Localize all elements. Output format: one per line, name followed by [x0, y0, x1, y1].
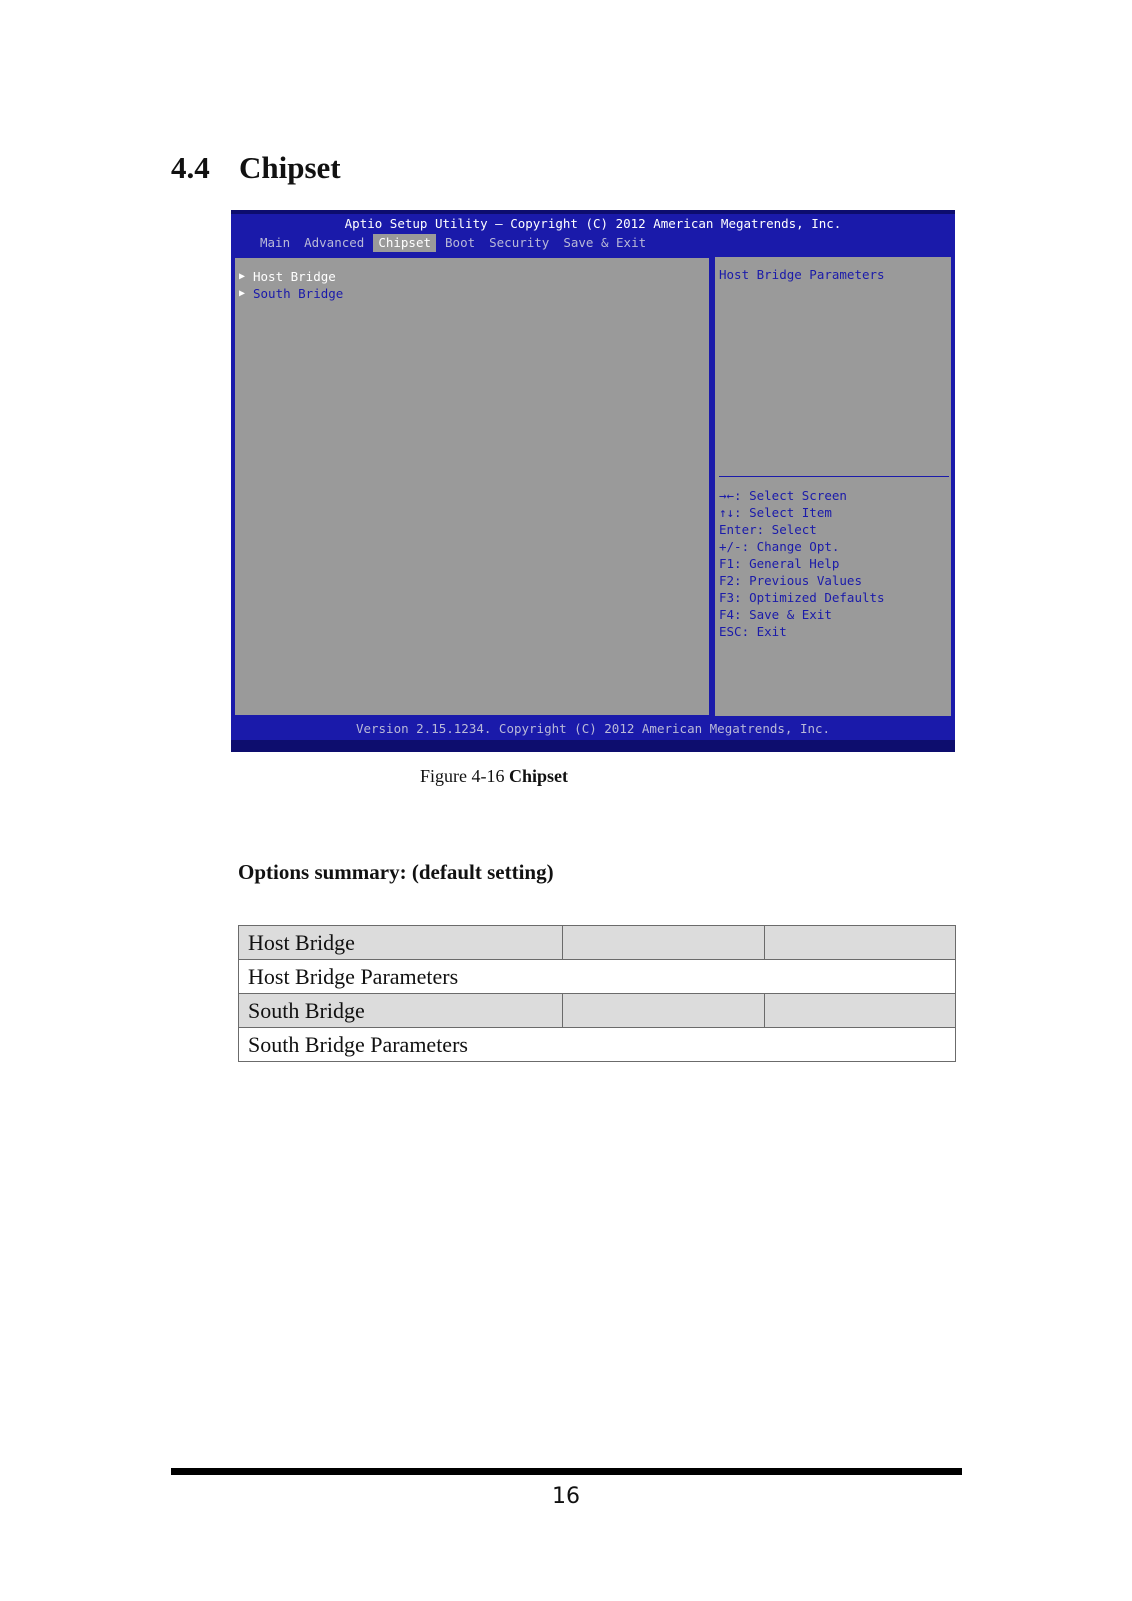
options-table	[238, 925, 956, 1062]
tab-main[interactable]: Main	[260, 235, 291, 250]
bios-header	[231, 214, 955, 254]
bios-footer: Version 2.15.1234. Copyright (C) 2012 American Megatrends, Inc.	[231, 719, 955, 739]
key-help-item: →←: Select Screen	[719, 488, 847, 503]
help-divider	[719, 476, 949, 477]
tab-save-exit[interactable]: Save & Exit	[563, 235, 647, 250]
key-help-item: F4: Save & Exit	[719, 607, 832, 622]
bios-tab-bar	[255, 234, 655, 252]
key-help-item: F3: Optimized Defaults	[719, 590, 885, 605]
menu-item-label: South Bridge	[253, 286, 344, 301]
option-value-cell	[563, 926, 765, 960]
bios-screenshot	[231, 210, 955, 752]
section-number: 4.4	[171, 150, 210, 185]
menu-item-host-bridge[interactable]	[239, 268, 343, 285]
option-value-cell	[765, 926, 956, 960]
menu-item-label: Host Bridge	[253, 269, 336, 284]
figure-caption	[420, 766, 568, 787]
bios-title: Aptio Setup Utility – Copyright (C) 2012 American Megatrends, Inc.	[344, 216, 842, 231]
key-help-item: F1: General Help	[719, 556, 840, 571]
key-help-item: Enter: Select	[719, 522, 817, 537]
submenu-arrow-icon: ▶	[239, 271, 246, 282]
page-number: 16	[552, 1484, 580, 1509]
figure-caption-prefix: Figure 4-16	[420, 766, 505, 786]
submenu-arrow-icon: ▶	[239, 288, 246, 299]
help-text: Host Bridge Parameters	[719, 267, 885, 282]
key-help-item: ESC: Exit	[719, 624, 787, 639]
option-description: South Bridge Parameters	[239, 1028, 956, 1062]
key-help-item: ↑↓: Select Item	[719, 505, 832, 520]
key-help-list	[719, 487, 885, 640]
key-help-item: +/-: Change Opt.	[719, 539, 840, 554]
table-row	[239, 926, 956, 960]
table-row	[239, 994, 956, 1028]
bios-menu-panel	[234, 257, 710, 716]
section-title-text: Chipset	[239, 150, 341, 185]
footer-rule	[171, 1468, 962, 1475]
option-name: South Bridge	[239, 994, 563, 1028]
tab-advanced[interactable]: Advanced	[304, 235, 365, 250]
option-name: Host Bridge	[239, 926, 563, 960]
section-title	[171, 150, 341, 186]
key-help-item: F2: Previous Values	[719, 573, 862, 588]
tab-boot[interactable]: Boot	[445, 235, 476, 250]
table-row	[239, 960, 956, 994]
table-row	[239, 1028, 956, 1062]
options-heading: Options summary: (default setting)	[238, 860, 554, 884]
menu-item-south-bridge[interactable]	[239, 285, 343, 302]
bios-body	[231, 254, 955, 740]
option-value-cell	[765, 994, 956, 1028]
bios-menu	[239, 268, 343, 302]
option-value-cell	[563, 994, 765, 1028]
figure-caption-title: Chipset	[509, 766, 569, 786]
tab-chipset[interactable]: Chipset	[373, 234, 436, 252]
tab-security[interactable]: Security	[489, 235, 550, 250]
bios-help-panel	[713, 257, 951, 716]
option-description: Host Bridge Parameters	[239, 960, 956, 994]
